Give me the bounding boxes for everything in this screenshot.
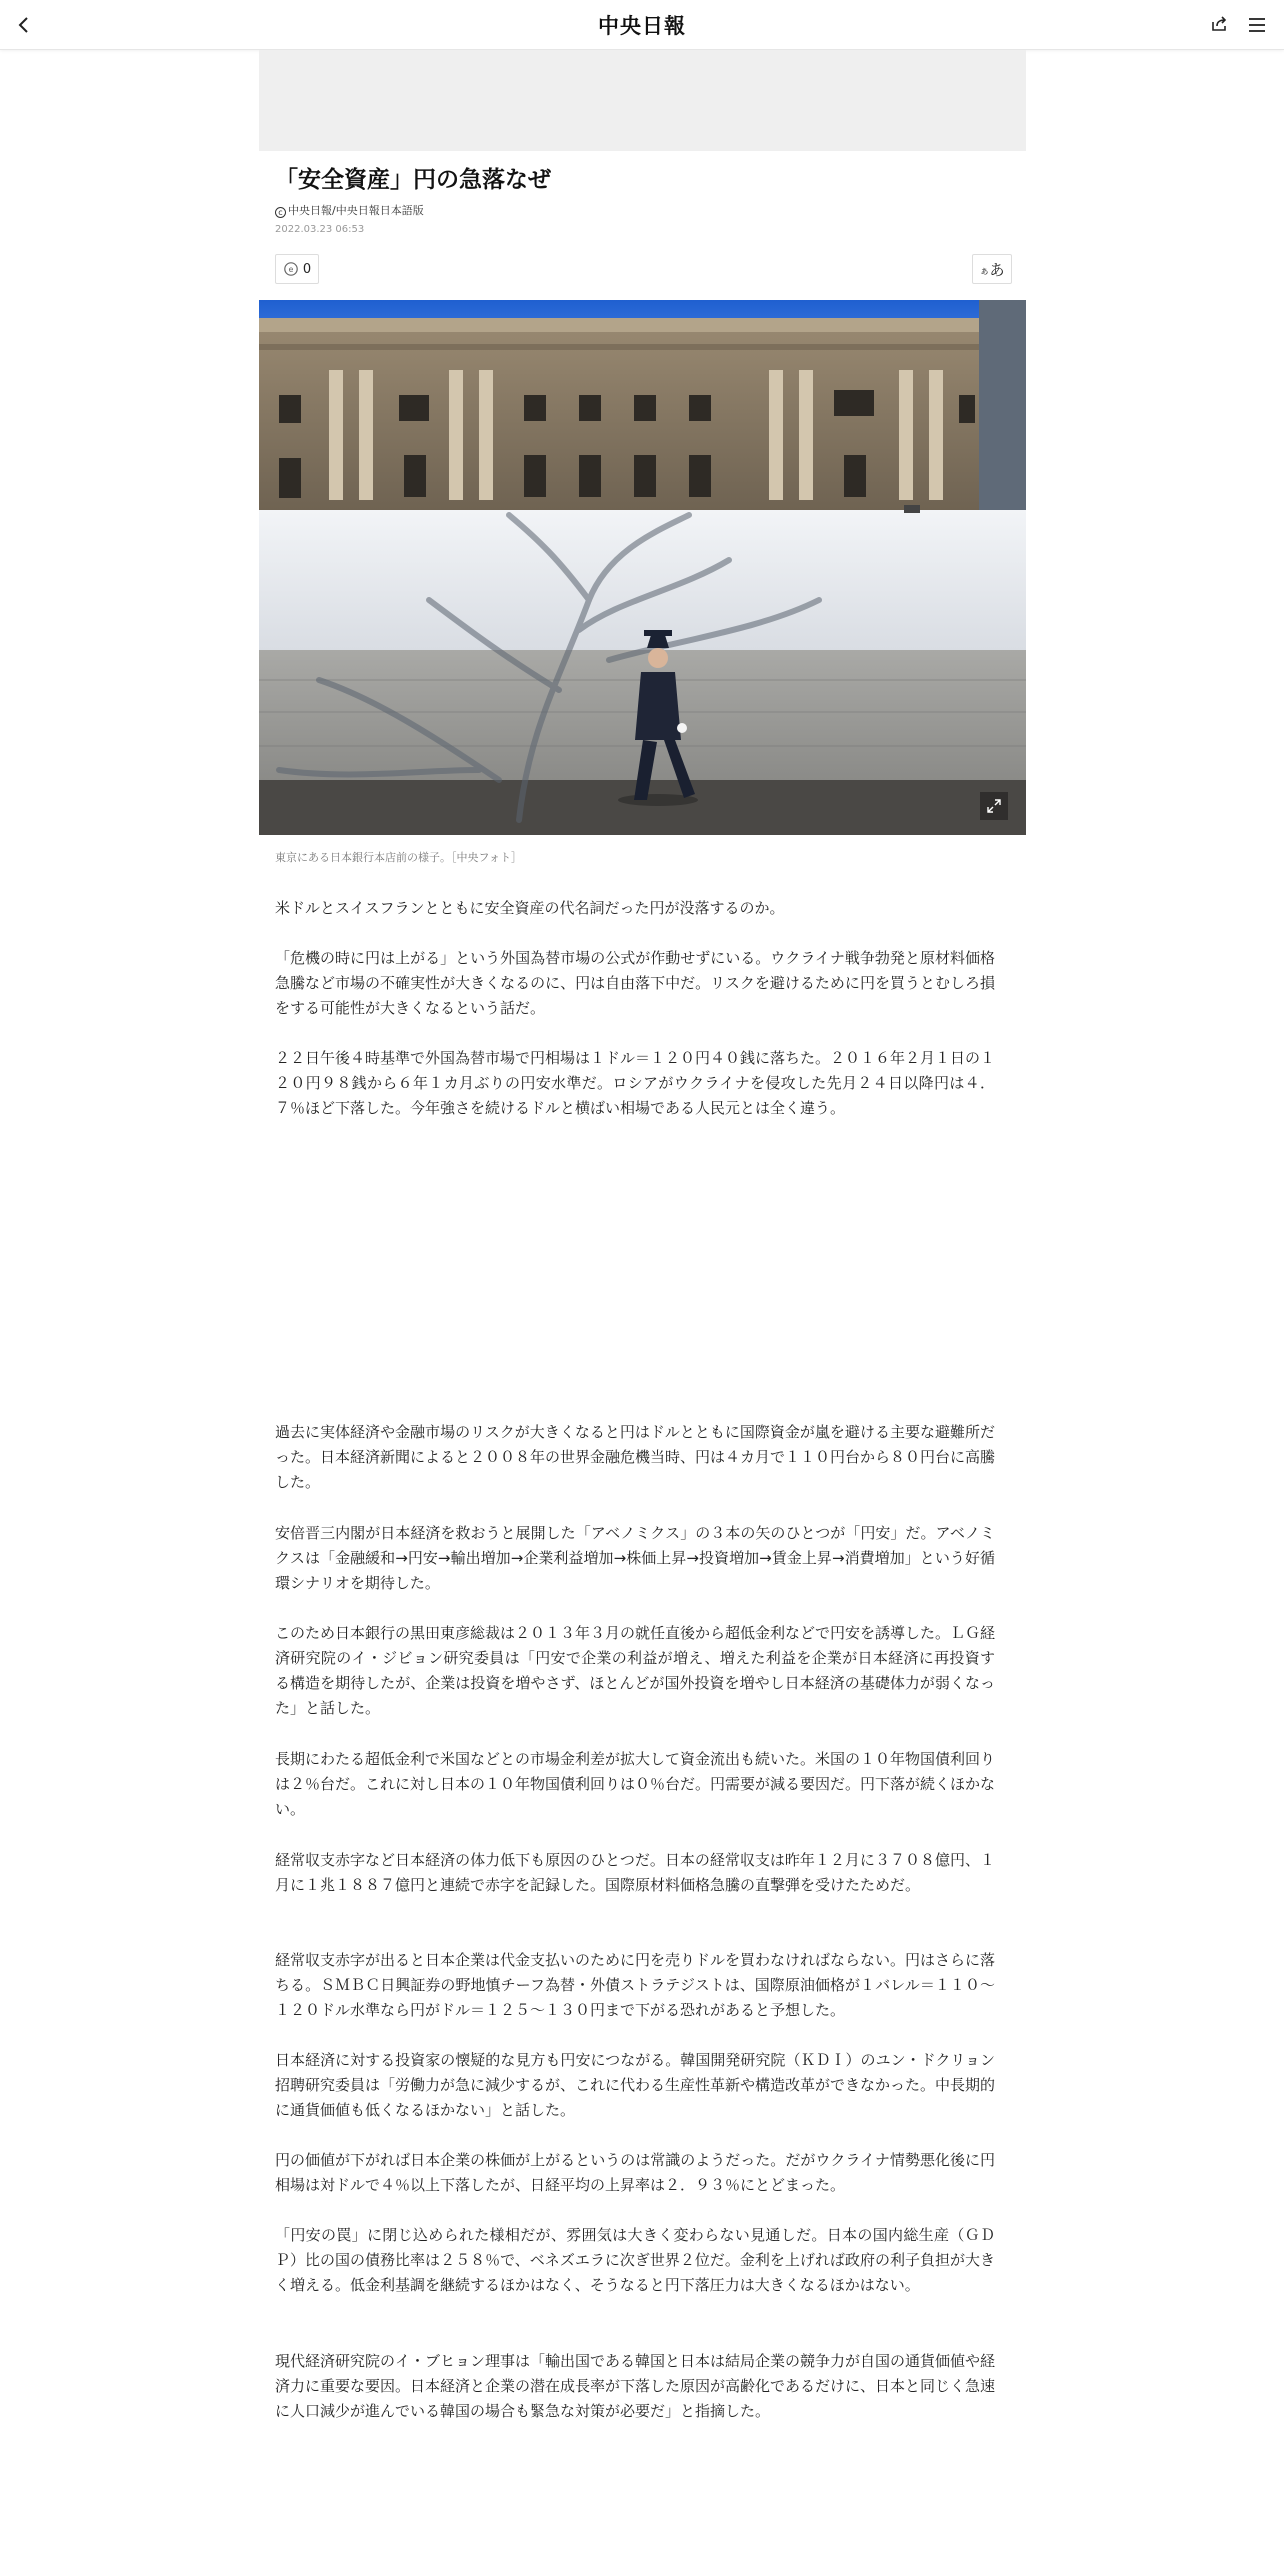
menu-button[interactable] [1245, 13, 1269, 37]
share-button[interactable] [1207, 13, 1231, 37]
article-paragraph: 「危機の時に円は上がる」という外国為替市場の公式が作動せずにいる。ウクライナ戦争勃発と原材料価格急騰など市場の不確実性が大きくなるのに、円は自由落下中だ。リスクを避けるために円を買うとむしろ損をする可能性が大きくなるという話だ。 [275, 949, 995, 1017]
article-paragraph: 米ドルとスイスフランとともに安全資産の代名詞だった円が没落するのか。 [275, 899, 785, 917]
article-date: 2022.03.23 06:53 [275, 224, 365, 235]
top-navigation-bar [0, 0, 1284, 50]
font-size-large-glyph: あ [989, 260, 1005, 279]
article-paragraph: 円の価値が下がれば日本企業の株価が上がるというのは常識のようだった。だがウクライナ情勢悪化後に円相場は対ドルで４％以上下落したが、日経平均の上昇率は２．９３％にとどまった。 [275, 2151, 995, 2194]
bank-of-japan-photo [259, 300, 1026, 835]
ad-banner-placeholder [259, 50, 1026, 151]
font-size-small-glyph: ぁ [979, 265, 990, 277]
article-photo[interactable] [259, 300, 1026, 835]
hamburger-menu-icon [1245, 13, 1269, 37]
comment-count: 0 [302, 261, 312, 277]
photo-caption: 東京にある日本銀行本店前の様子。［中央フォト］ [275, 851, 522, 864]
comment-button[interactable] [275, 254, 319, 284]
site-logo[interactable]: 中央日報 [598, 13, 686, 38]
article-paragraph: 「円安の罠」に閉じ込められた様相だが、雰囲気は大きく変わらない見通しだ。日本の国内総生産（ＧＤＰ）比の国の債務比率は２５８％で、ベネズエラに次ぎ世界２位だ。金利を上げれば政府の利子負担が大きく増える。低金利基調を継続するほかはなく、そうなると円下落圧力は大きくなるほかはない。 [275, 2226, 995, 2294]
article-paragraph: 過去に実体経済や金融市場のリスクが大きくなると円はドルとともに国際資金が嵐を避ける主要な避難所だった。日本経済新聞によると２００８年の世界金融危機当時、円は４カ月で１１０円台から８０円台に高騰した。 [275, 1423, 996, 1491]
svg-text:e: e [288, 265, 294, 274]
article-byline [275, 204, 424, 218]
article-paragraph: 安倍晋三内閣が日本経済を救おうと展開した「アベノミクス」の３本の矢のひとつが「円安」だ。アベノミクスは「金融緩和→円安→輸出増加→企業利益増加→株価上昇→投資増加→賃金上昇→消費増加」という好循環シナリオを期待した。 [275, 1524, 995, 1592]
article-paragraph: 現代経済研究院のイ・ブヒョン理事は「輸出国である韓国と日本は結局企業の競争力が自国の通貨価値や経済力に重要な要因。日本経済と企業の潜在成長率が下落した原因が高齢化であるだけに、日本と同じく急速に人口減少が進んでいる韓国の場合も緊急な対策が必要だ」と指摘した。 [275, 2352, 996, 2420]
article-paragraph: 長期にわたる超低金利で米国などとの市場金利差が拡大して資金流出も続いた。米国の１０年物国債利回りは２％台だ。これに対し日本の１０年物国債利回りは０％台だ。円需要が減る要因だ。円下落が続くほかない。 [275, 1750, 996, 1818]
byline-text: 中央日報/中央日報日本語版 [288, 204, 424, 217]
copyright-icon: c [275, 207, 286, 218]
article-paragraph: ２２日午後４時基準で外国為替市場で円相場は１ドル＝１２０円４０銭に落ちた。２０１６年２月１日の１２０円９８銭から６年１カ月ぶりの円安水準だ。ロシアがウクライナを侵攻した先月２４日以降円は４．７％ほど下落した。今年強さを続けるドルと横ばい相場である人民元とは全く違う。 [275, 1049, 996, 1117]
article-paragraph: このため日本銀行の黒田東彦総裁は２０１３年３月の就任直後から超低金利などで円安を誘導した。ＬＧ経済研究院のイ・ジビョン研究委員は「円安で企業の利益が増え、増えた利益を企業が日本経済に再投資する構造を期待したが、企業は投資を増やさず、ほとんどが国外投資を増やし日本経済の基礎体力が弱くなった」と話した。 [275, 1624, 996, 1717]
article-paragraph: 経常収支赤字など日本経済の体力低下も原因のひとつだ。日本の経常収支は昨年１２月に３７０８億円、１月に１兆１８８７億円と連続で赤字を記録した。国際原材料価格急騰の直撃弾を受けたためだ。 [275, 1851, 995, 1894]
article-paragraph: 経常収支赤字が出ると日本企業は代金支払いのために円を売りドルを買わなければならない。円はさらに落ちる。ＳＭＢＣ日興証券の野地慎チーフ為替・外債ストラテジストは、国際原油価格が１バレル＝１１０～１２０ドル水準なら円がドル＝１２５～１３０円まで下がる恐れがあると予想した。 [275, 1951, 996, 2019]
share-icon [1207, 13, 1231, 37]
article-title: 「安全資産」円の急落なぜ [275, 167, 551, 193]
article-paragraph: 日本経済に対する投資家の懐疑的な見方も円安につながる。韓国開発研究院（ＫＤＩ）のユン・ドクリョン招聘研究委員は「労働力が急に減少するが、これに代わる生産性革新や構造改革ができなかった。中長期的に通貨価値も低くなるほかない」と話した。 [275, 2051, 996, 2119]
comment-icon [283, 261, 299, 277]
expand-photo-button[interactable] [980, 792, 1008, 820]
expand-icon [986, 798, 1002, 814]
font-size-button[interactable] [972, 254, 1012, 284]
